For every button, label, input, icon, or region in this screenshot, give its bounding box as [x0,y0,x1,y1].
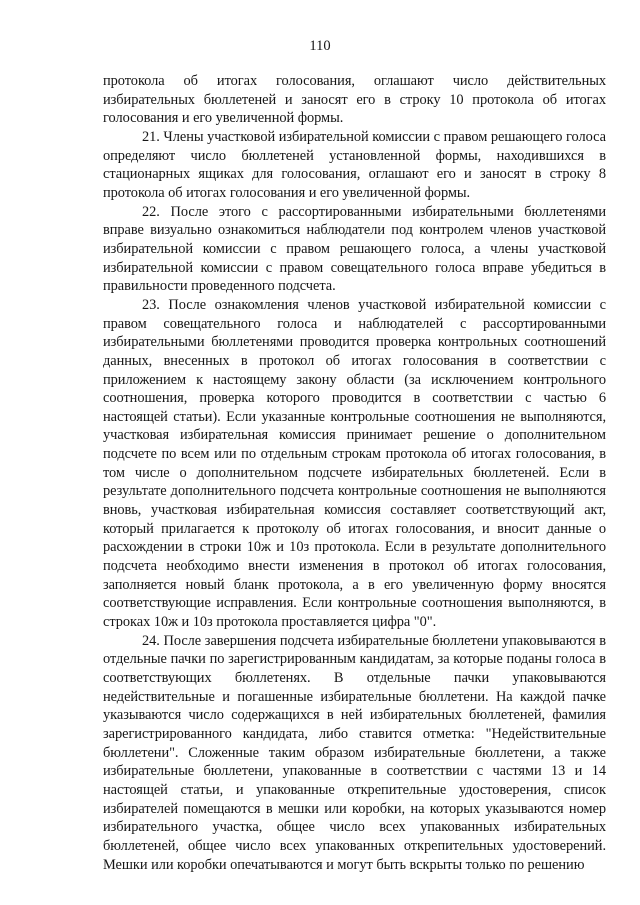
paragraph-item-22: 22. После этого с рассортированными избирательными бюллетенями вправе визуально ознакомиться наблюдатели под контролем членов участковой избирательной комиссии с правом решающего голоса, а члены участковой избирательной комиссии с правом совещательного голоса вправе убедиться в правильности проведенного подсчета. [103,203,606,295]
paragraph-item-24: 24. После завершения подсчета избирательные бюллетени упаковываются в отдельные пачки по зарегистрированным кандидатам, за которые поданы голоса в соответствующих бюллетенях. В отдельные пачки упаковываются недействительные и погашенные избирательные бюллетени. На каждой пачке указываются число содержащихся в ней избирательных бюллетеней, фамилия зарегистрированного кандидата, либо ставится отметка: "Недействительные бюллетени". Сложенные таким образом избирательные бюллетени, а также избирательные бюллетени, упакованные в соответствии с частями 13 и 14 настоящей статьи, и упакованные открепительные удостоверения, список избирателей помещаются в мешки или коробки, на которых указываются номер избирательного участка, общее число всех упакованных избирательных бюллетеней, общее число всех упакованных открепительных удостоверений. Мешки или коробки опечатываются и могут быть вскрыты только по решению [103,632,606,873]
paragraph-continuation: протокола об итогах голосования, оглашают число действительных избирательных бюллетеней и заносят его в строку 10 протокола об итогах голосования и его увеличенной формы. [103,73,606,127]
paragraph-item-21: 21. Члены участковой избирательной комиссии с правом решающего голоса определяют число бюллетеней установленной формы, находившихся в стационарных ящиках для голосования, оглашают его и заносят в строку 8 протокола об итогах голосования и его увеличенной формы. [103,128,606,201]
document-body [103,72,606,874]
paragraph-item-23: 23. После ознакомления членов участковой избирательной комиссии с правом совещательного голоса и наблюдателей с рассортированными избирательными бюллетенями проводится проверка контрольных соотношений данных, внесенных в протокол об итогах голосования в соответствии с приложением к настоящему закону области (за исключением контрольного соотношения, проверка которого проводится в соответствии с частью 6 настоящей статьи). Если указанные контрольные соотношения не выполняются, участковая избирательная комиссия принимает решение о дополнительном подсчете по всем или по отдельным строкам протокола об итогах голосования, в том числе о дополнительном подсчете избирательных бюллетеней. Если в результате дополнительного подсчета контрольные соотношения не выполняются вновь, участковая избирательная комиссия составляет соответствующий акт, который прилагается к протоколу об итогах голосования, и вносит данные о расхождении в строки 10ж и 10з протокола. Если в результате дополнительного подсчета необходимо внести изменения в протокол об итогах голосования, заполняется новый бланк протокола, а в его увеличенную форму вносятся соответствующие исправления. Если контрольные соотношения выполняются, в строках 10ж и 10з протокола проставляется цифра "0". [103,296,606,631]
page-number: 110 [309,38,331,54]
